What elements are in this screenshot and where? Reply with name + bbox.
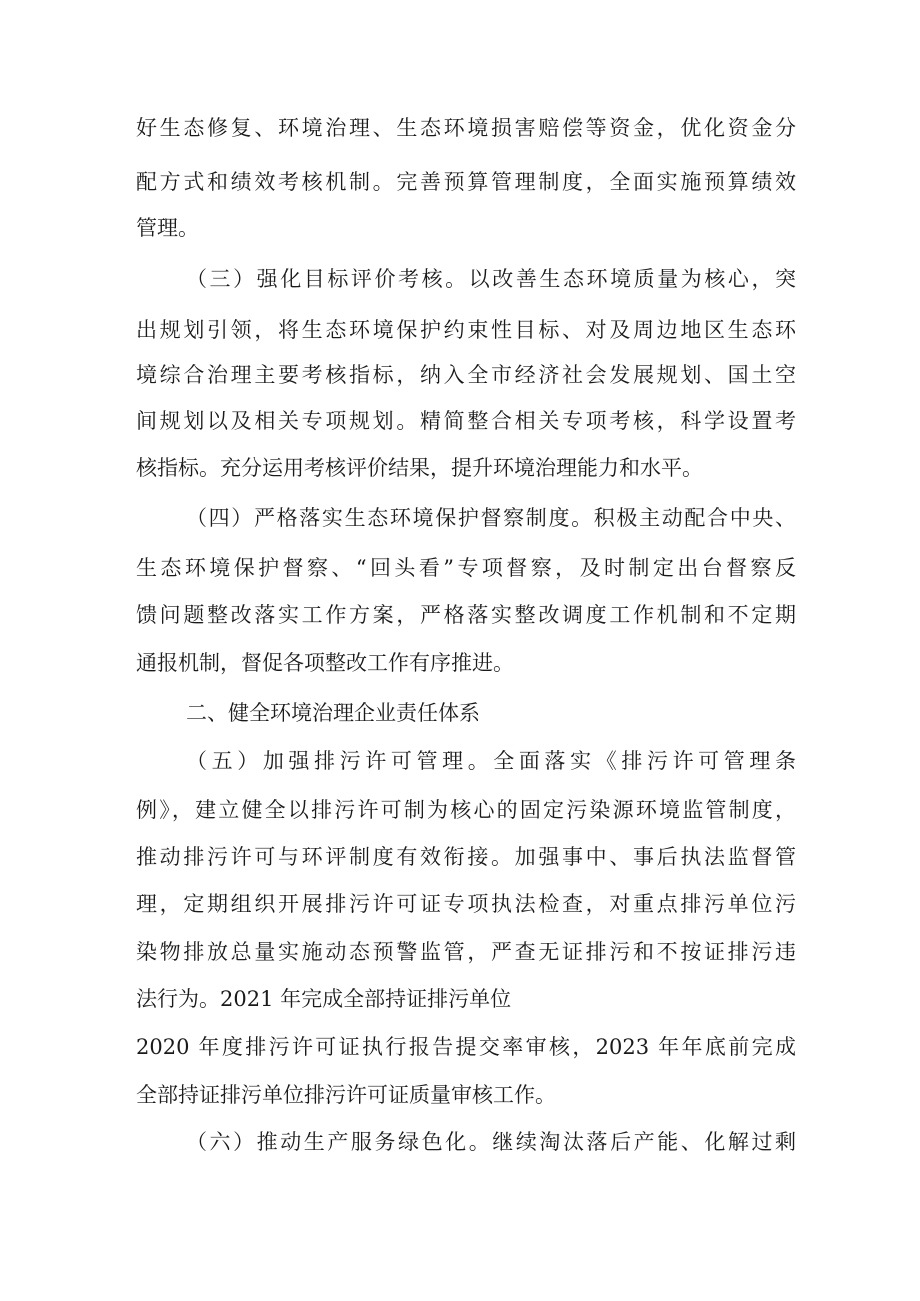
paragraph-line: 通报机制，督促各项整改工作有序推进。 bbox=[136, 651, 514, 675]
paragraph-line: 核指标。充分运用考核评价结果，提升环境治理能力和水平。 bbox=[136, 456, 703, 480]
paragraph-line: 例》，建立健全以排污许可制为核心的固定污染源环境监管制度， bbox=[136, 798, 796, 822]
section-heading: 二、健全环境治理企业责任体系 bbox=[186, 701, 480, 725]
paragraph-line: 好生态修复、环境治理、生态环境损害赔偿等资金，优化资金分 bbox=[136, 116, 796, 140]
section-three-line: （三）强化目标评价考核。以改善生态环境质量为核心，突 bbox=[186, 267, 796, 291]
paragraph-line: 法行为。2021 年完成全部持证排污单位 bbox=[136, 987, 512, 1011]
section-five-line: （五）加强排污许可管理。全面落实《排污许可管理条 bbox=[186, 749, 796, 773]
section-six-line: （六）推动生产服务绿色化。继续淘汰落后产能、化解过剩 bbox=[186, 1130, 796, 1154]
paragraph-line: 配方式和绩效考核机制。完善预算管理制度，全面实施预算绩效 bbox=[136, 170, 796, 194]
section-four-line: （四）严格落实生态环境保护督察制度。积极主动配合中央、 bbox=[186, 506, 796, 530]
paragraph-line: 管理。 bbox=[136, 216, 199, 240]
paragraph-line: 染物排放总量实施动态预警监管，严查无证排污和不按证排污违 bbox=[136, 940, 796, 964]
paragraph-line: 间规划以及相关专项规划。精简整合相关专项考核，科学设置考 bbox=[136, 409, 796, 433]
paragraph-line: 出规划引领，将生态环境保护约束性目标、对及周边地区生态环 bbox=[136, 318, 796, 342]
paragraph-line: 理，定期组织开展排污许可证专项执法检查，对重点排污单位污 bbox=[136, 892, 796, 916]
paragraph-line: 境综合治理主要考核指标，纳入全市经济社会发展规划、国土空 bbox=[136, 363, 796, 387]
paragraph-line: 推动排污许可与环评制度有效衔接。加强事中、事后执法监督管 bbox=[136, 845, 796, 869]
paragraph-line: 2020 年度排污许可证执行报告提交率审核，2023 年年底前完成 bbox=[136, 1035, 796, 1059]
paragraph-line: 馈问题整改落实工作方案，严格落实整改调度工作机制和不定期 bbox=[136, 603, 796, 627]
paragraph-line: 生态环境保护督察、“回头看”专项督察，及时制定出台督察反 bbox=[136, 556, 796, 580]
paragraph-line: 全部持证排污单位排污许可证质量审核工作。 bbox=[136, 1083, 556, 1107]
